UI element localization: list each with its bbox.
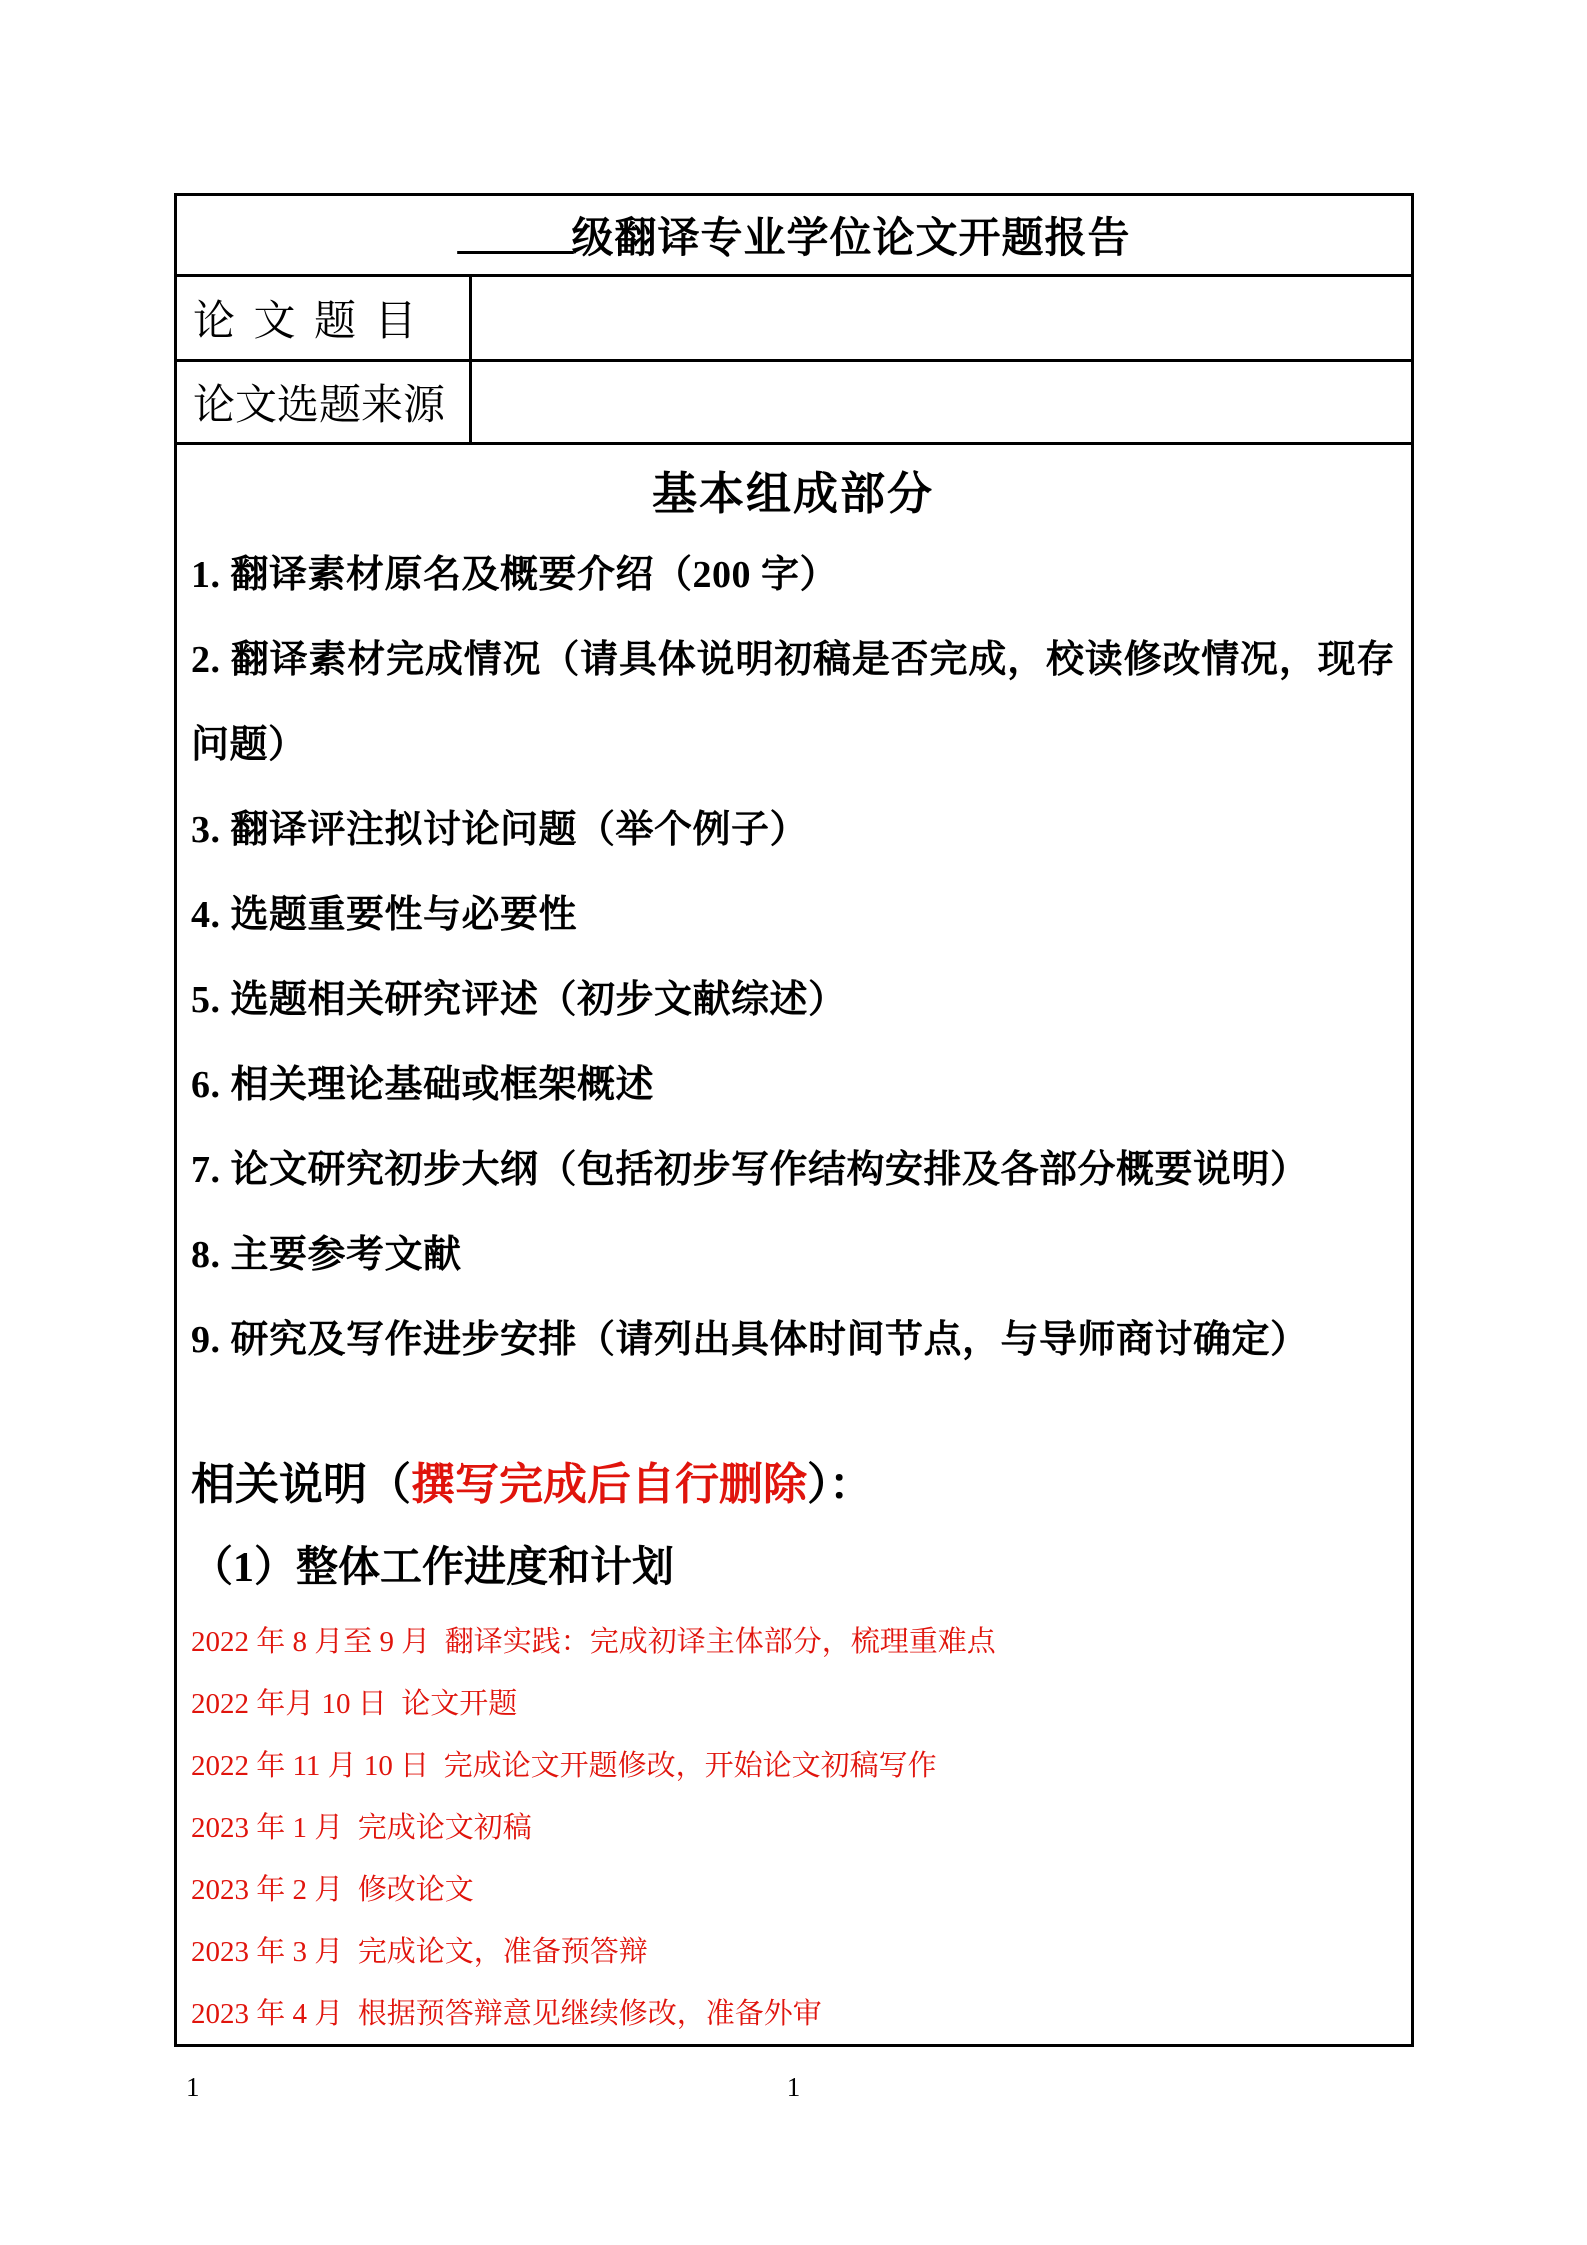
schedule-line-5: 2023 年 2 月 修改论文 <box>191 1874 474 1906</box>
thesis-title-value-cell <box>472 277 1411 359</box>
topic-source-value-cell <box>472 362 1411 442</box>
schedule-line-3: 2022 年 11 月 10 日 完成论文开题修改，开始论文初稿写作 <box>191 1750 937 1782</box>
outline-item-9: 9. 研究及写作进步安排（请列出具体时间节点，与导师商讨确定） <box>191 1319 1309 1361</box>
outline-item-8: 8. 主要参考文献 <box>191 1234 462 1276</box>
report-table <box>174 193 1414 2047</box>
notes-heading-red-text: 撰写完成后自行删除 <box>411 1460 807 1509</box>
outline-item-4: 4. 选题重要性与必要性 <box>191 894 578 936</box>
main-body-cell <box>177 445 1411 2044</box>
schedule-line-6: 2023 年 3 月 完成论文，准备预答辩 <box>191 1936 648 1968</box>
notes-heading-post: ）： <box>807 1460 873 1509</box>
thesis-title-label: 论 文 题 目 <box>177 277 472 359</box>
notes-heading <box>191 1443 1395 1527</box>
title-blank-underline: ______ <box>457 212 572 258</box>
topic-source-row <box>177 362 1411 445</box>
schedule-line-7: 2023 年 4 月 根据预答辩意见继续修改，准备外审 <box>191 1998 822 2030</box>
outline-item-5: 5. 选题相关研究评述（初步文献综述） <box>191 979 847 1021</box>
outline-item-3: 3. 翻译评注拟讨论问题（举个例子） <box>191 809 809 851</box>
report-title-row <box>177 196 1411 277</box>
report-title-text: 级翻译专业学位论文开题报告 <box>571 216 1131 262</box>
outline-item-7: 7. 论文研究初步大纲（包括初步写作结构安排及各部分概要说明） <box>191 1149 1309 1191</box>
outline-item-1: 1. 翻译素材原名及概要介绍（200 字） <box>191 554 839 596</box>
work-plan-subheading: （1）整体工作进度和计划 <box>191 1545 675 1591</box>
schedule-line-4: 2023 年 1 月 完成论文初稿 <box>191 1812 532 1844</box>
section-title: 基本组成部分 <box>651 469 934 519</box>
thesis-title-row <box>177 277 1411 362</box>
topic-source-label: 论文选题来源 <box>177 362 472 442</box>
footer-page-number-left: 1 <box>186 2072 200 2102</box>
schedule-line-1: 2022 年 8 月至 9 月 翻译实践：完成初译主体部分，梳理重难点 <box>191 1626 996 1658</box>
outline-item-6: 6. 相关理论基础或框架概述 <box>191 1064 655 1106</box>
schedule-list <box>191 1611 1395 2044</box>
footer-page-number-center: 1 <box>786 2072 801 2102</box>
schedule-line-2: 2022 年月 10 日 论文开题 <box>191 1688 518 1720</box>
outline-item-2: 2. 翻译素材完成情况（请具体说明初稿是否完成，校读修改情况，现存问题） <box>191 639 1395 766</box>
notes-heading-pre: 相关说明（ <box>191 1460 411 1509</box>
